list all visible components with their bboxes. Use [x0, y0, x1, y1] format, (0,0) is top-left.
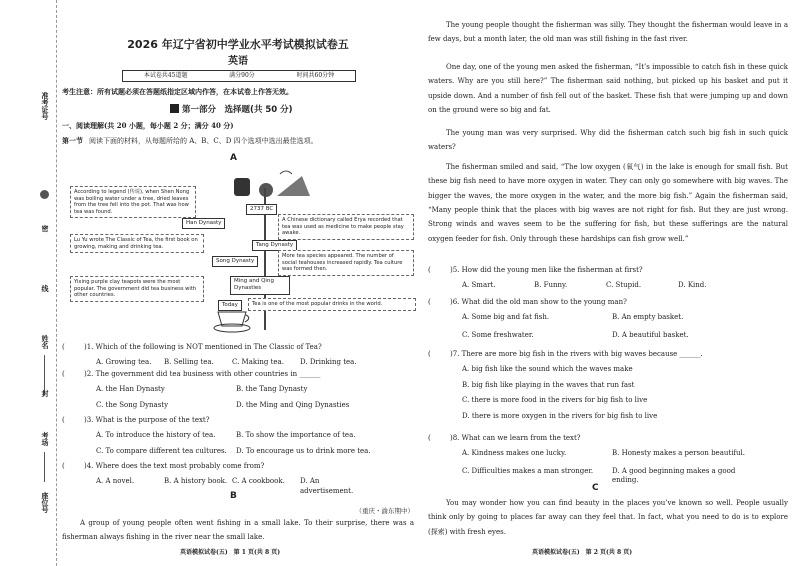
answer-paren: (	[428, 350, 431, 358]
question-number: )6.	[450, 298, 460, 306]
timeline-label-ming-qing: Ming and Qing Dynasties	[230, 276, 290, 295]
option-d: D. there is more oxygen in the rivers for big fish to live	[462, 411, 658, 420]
side-label-name: 姓名	[41, 335, 50, 349]
passage-b-paragraph-1: A group of young people often went fishing in a small lake. To their surprise, there was a fisherman always fishing in the river near the small lake.	[62, 519, 414, 542]
option-a: A. Some big and fat fish.	[462, 313, 550, 322]
question-8	[428, 434, 788, 486]
question-4	[62, 462, 414, 496]
answer-paren: (	[62, 343, 65, 351]
option-d: D. To encourage us to drink more tea.	[236, 446, 371, 455]
exam-subject: 英语	[228, 56, 248, 67]
option-d: D. Drinking tea.	[300, 358, 357, 367]
exam-notice: 考生注意：所有试题必须在答题纸指定区域内作答，在本试卷上作答无效。	[62, 87, 293, 96]
section-text: 阅读下面的材料，从每题所给的 A、B、C、D 四个选项中选出最佳选项。	[89, 137, 318, 145]
timeline-box-today: Tea is one of the most popular drinks in the world.	[248, 298, 416, 311]
option-a: A. big fish like the sound which the waves make	[462, 365, 633, 374]
side-label-room: 考场	[41, 432, 50, 446]
option-c: C. the Song Dynasty	[96, 400, 169, 409]
option-d: D. A beautiful basket.	[612, 330, 689, 339]
option-b: B. big fish like playing in the waves that run fast	[462, 380, 635, 389]
question-stem: What is the purpose of the text?	[95, 416, 210, 424]
timeline-label-today: Today	[218, 300, 242, 311]
passage-b-paragraph-2: The young people thought the fisherman was silly. They thought the fisherman would leave in a few days, but a month later, the old man was still fishing in the fast river.	[428, 21, 788, 44]
name-line	[44, 355, 45, 395]
question-number: )7.	[450, 350, 460, 358]
timeline-box-tang: Lu Yu wrote The Classic of Tea, the first book on growing, making and drinking tea.	[70, 234, 204, 253]
section-marker-icon	[170, 104, 179, 113]
answer-paren: (	[62, 462, 65, 470]
side-label-seat: 座位号	[41, 492, 50, 513]
part-heading	[170, 104, 293, 116]
option-a: A. Growing tea.	[96, 358, 152, 367]
timeline-box-legend: According to legend (传说), when Shen Nong was boiling water under a tree, dried leaves from the tree fell into the pot. That was how tea was found.	[70, 186, 196, 218]
timeline-box-song: More tea species appeared. The number of social teahouses increased rapidly. Tea culture was formed then.	[278, 250, 414, 276]
seal-text: 封	[41, 390, 50, 397]
exam-info-box	[122, 70, 356, 82]
question-number: )5.	[450, 266, 460, 274]
side-label-exam-number: 准考证号	[41, 92, 50, 120]
binding-hole-icon	[40, 190, 49, 199]
question-stem: How did the young men like the fisherman at first?	[461, 266, 643, 274]
teacup-icon	[212, 308, 252, 334]
option-d: D. An advertisement.	[300, 477, 354, 495]
timeline-label-tang: Tang Dynasty	[252, 240, 297, 251]
question-number: )1.	[84, 343, 94, 351]
question-stem: Which of the following is NOT mentioned in The Classic of Tea?	[95, 343, 322, 351]
timeline-box-han: A Chinese dictionary called Erya recorded that tea was used as medicine to make people stay awake.	[278, 214, 414, 240]
question-number: )2.	[84, 370, 94, 378]
page-left	[62, 0, 414, 566]
answer-paren: (	[428, 266, 431, 274]
info-score: 满分90分	[229, 71, 255, 79]
section-heading: 一、阅读理解(共 20 小题，每小题 2 分；满分 40 分)	[62, 121, 234, 130]
question-3	[62, 416, 414, 456]
question-stem: Where does the text most probably come from?	[95, 462, 265, 470]
info-question-count: 本试卷共45道题	[143, 71, 188, 79]
part-heading-text: 第一部分 选择题(共 50 分)	[182, 105, 293, 115]
timeline-label-2737bc: 2737 BC	[246, 204, 277, 215]
option-b: B. Honesty makes a person beautiful.	[612, 449, 745, 458]
passage-letter-a: A	[230, 153, 237, 163]
option-b: B. Selling tea.	[164, 358, 214, 367]
seal-text: 线	[41, 285, 50, 292]
passage-letter-b: B	[230, 491, 237, 501]
option-a: A. Smart.	[462, 281, 496, 290]
answer-paren: (	[62, 370, 65, 378]
tea-history-timeline	[62, 160, 414, 335]
page-footer-left: 英语模拟试卷(五) 第 1 页(共 8 页)	[180, 549, 281, 556]
section-label: 第一节	[62, 136, 83, 145]
option-c: C. Making tea.	[232, 358, 284, 367]
timeline-label-han: Han Dynasty	[182, 218, 225, 229]
option-a: A. the Han Dynasty	[96, 385, 165, 394]
timeline-box-ming-qing: Yixing purple clay teapots were the most popular. The government did tea business with other countries.	[70, 276, 204, 302]
passage-b-paragraph-5: The fisherman smiled and said, “The low oxygen (氧气) in the lake is enough for small fish. But these big fish need to have more oxygen in water. They can only go somewhere with big waves. The bigger the waves, the more oxygen in the water, and the more big fish.” Again the fisherman said, “Many people think that the places with big waves are not right for fish. But they are just wrong. Strong winds and waves seem to be the suffering for fish, but these sufferings are the natural oxygen feeder for fish. Only through these hardships can fish grow well.”	[428, 163, 788, 243]
option-b: B. To show the importance of tea.	[236, 431, 356, 440]
room-line	[44, 452, 45, 482]
passage-b-paragraph-3: One day, one of the young men asked the fisherman, “It’s impossible to catch fish in these quick waters. Why are you still here?” The fisherman said nothing, but picked up his basket and put it upside down. And a number of fish fell out of the basket. These fish that were jumping up and down on the ground were so big and fat.	[428, 63, 788, 115]
page-right	[428, 0, 788, 566]
question-stem: The government did tea business with other countries in ______	[95, 370, 321, 378]
tea-illustration	[222, 168, 312, 202]
option-b: B. A history book.	[164, 477, 228, 486]
option-d: D. A good beginning makes a good ending.	[612, 466, 736, 485]
page-footer-right: 英语模拟试卷(五) 第 2 页(共 8 页)	[532, 549, 633, 556]
question-stem: What did the old man show to the young man?	[461, 298, 627, 306]
option-c: C. there is more food in the rivers for big fish to live	[462, 396, 648, 405]
exam-title: 2026 年辽宁省初中学业水平考试模拟试卷五	[127, 38, 349, 51]
option-c: C. Difficulties makes a man stronger.	[462, 466, 594, 475]
passage-letter-c: C	[592, 483, 599, 493]
option-b: B. Funny.	[534, 281, 568, 290]
info-time: 时间共60分钟	[296, 71, 335, 79]
option-a: A. Kindness makes one lucky.	[462, 449, 567, 458]
question-stem: What can we learn from the text?	[461, 434, 581, 442]
option-b: B. the Tang Dynasty	[236, 385, 308, 394]
option-c: C. To compare different tea cultures.	[96, 446, 227, 455]
question-5	[428, 266, 788, 291]
option-c: C. A cookbook.	[232, 477, 285, 486]
passage-source: （重庆・渝东期中）	[355, 507, 414, 515]
question-6	[428, 298, 788, 340]
question-number: )3.	[84, 416, 94, 424]
binding-margin	[0, 0, 57, 566]
section-instruction	[62, 136, 318, 146]
option-a: A. To introduce the history of tea.	[96, 431, 216, 440]
timeline-label-song: Song Dynasty	[212, 256, 258, 267]
answer-paren: (	[428, 434, 431, 442]
option-c: C. Stupid.	[606, 281, 642, 290]
passage-b-paragraph-4: The young man was very surprised. Why did the fisherman catch such big fish in such quick waters?	[428, 129, 788, 152]
question-stem: There are more big fish in the rivers with big waves because ______.	[461, 350, 703, 358]
option-d: D. Kind.	[678, 281, 707, 290]
question-number: )4.	[84, 462, 94, 470]
answer-paren: (	[428, 298, 431, 306]
option-a: A. A novel.	[96, 477, 135, 486]
option-d: D. the Ming and Qing Dynasties	[236, 400, 350, 409]
seal-text: 密	[41, 225, 50, 232]
question-7	[428, 350, 788, 421]
question-1	[62, 343, 414, 368]
option-b: B. An empty basket.	[612, 313, 684, 322]
answer-paren: (	[62, 416, 65, 424]
option-c: C. Some freshwater.	[462, 330, 534, 339]
passage-c-paragraph-1: You may wonder how you can find beauty in the places you’ve known so well. People usually think only by going to places far away can they feel that. In fact, what you need to do is to explore (探索) with fresh eyes.	[428, 499, 788, 536]
question-2	[62, 370, 414, 410]
question-number: )8.	[450, 434, 460, 442]
